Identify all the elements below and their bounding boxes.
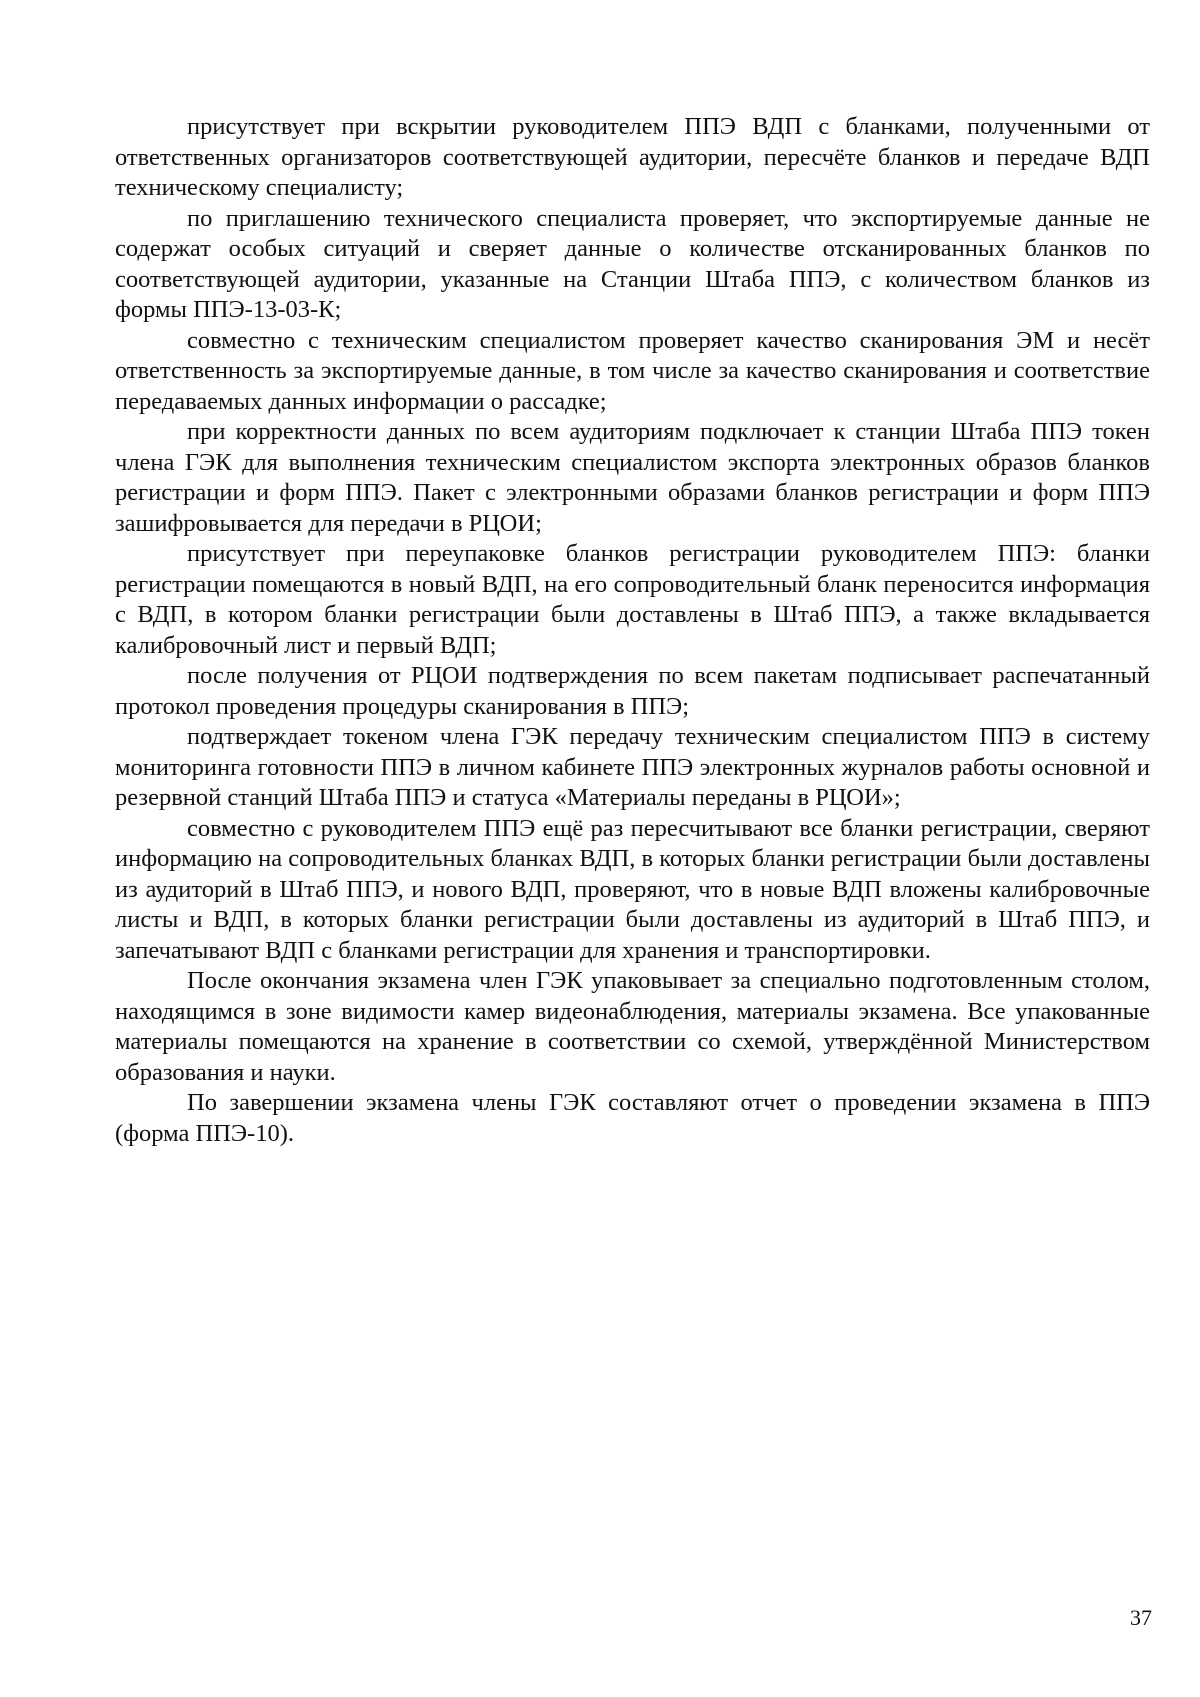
paragraph-1: присутствует при вскрытии руководителем ППЭ ВДП с бланками, полученными от ответственных организаторов соответствующей аудитории, пересчёте бланков и передаче ВДП техническому специалисту; [115, 113, 1150, 201]
paragraph-2: по приглашению технического специалиста проверяет, что экспортируемые данные не содержат особых ситуаций и сверяет данные о количестве отсканированных бланков по соответствующей аудитории, указанные на Станции Штаба ППЭ, с количеством бланков из формы ППЭ-13-03-К; [115, 204, 1150, 323]
paragraph-9: После окончания экзамена член ГЭК упаковывает за специально подготовленным столом, находящимся в зоне видимости камер видеонаблюдения, материалы экзамена. Все упакованные материалы помещаются на хранение в соответствии со схемой, утверждённой Министерством образования и науки. [115, 967, 1150, 1086]
paragraph-8: совместно с руководителем ППЭ ещё раз пересчитывают все бланки регистрации, сверяют информацию на сопроводительных бланках ВДП, в которых бланки регистрации были доставлены из аудиторий в Штаб ППЭ, и нового ВДП, проверяют, что в новые ВДП вложены калибровочные листы и ВДП, в которых бланки регистрации были доставлены из аудиторий в Штаб ППЭ, и запечатывают ВДП с бланками регистрации для хранения и транспортировки. [115, 814, 1150, 964]
paragraph-6: после получения от РЦОИ подтверждения по всем пакетам подписывает распечатанный протокол проведения процедуры сканирования в ППЭ; [115, 662, 1150, 720]
paragraph-4: при корректности данных по всем аудиториям подключает к станции Штаба ППЭ токен члена ГЭК для выполнения техническим специалистом экспорта электронных образов бланков регистрации и форм ППЭ. Пакет с электронными образами бланков регистрации и форм ППЭ зашифровывается для передачи в РЦОИ; [115, 418, 1150, 537]
page-number: 37 [1130, 1605, 1152, 1630]
paragraph-10: По завершении экзамена члены ГЭК составляют отчет о проведении экзамена в ППЭ (форма ППЭ-10). [115, 1089, 1150, 1147]
paragraph-7: подтверждает токеном члена ГЭК передачу техническим специалистом ППЭ в систему мониторинга готовности ППЭ в личном кабинете ППЭ электронных журналов работы основной и резервной станций Штаба ППЭ и статуса «Материалы переданы в РЦОИ»; [115, 723, 1150, 811]
paragraph-3: совместно с техническим специалистом проверяет качество сканирования ЭМ и несёт ответственность за экспортируемые данные, в том числе за качество сканирования и соответствие передаваемых данных информации о рассадке; [115, 326, 1150, 415]
paragraph-5: присутствует при переупаковке бланков регистрации руководителем ППЭ: бланки регистрации помещаются в новый ВДП, на его сопроводительный бланк переносится информация с ВДП, в котором бланки регистрации были доставлены в Штаб ППЭ, а также вкладывается калибровочный лист и первый ВДП; [115, 540, 1150, 659]
document-body [115, 112, 1150, 1149]
